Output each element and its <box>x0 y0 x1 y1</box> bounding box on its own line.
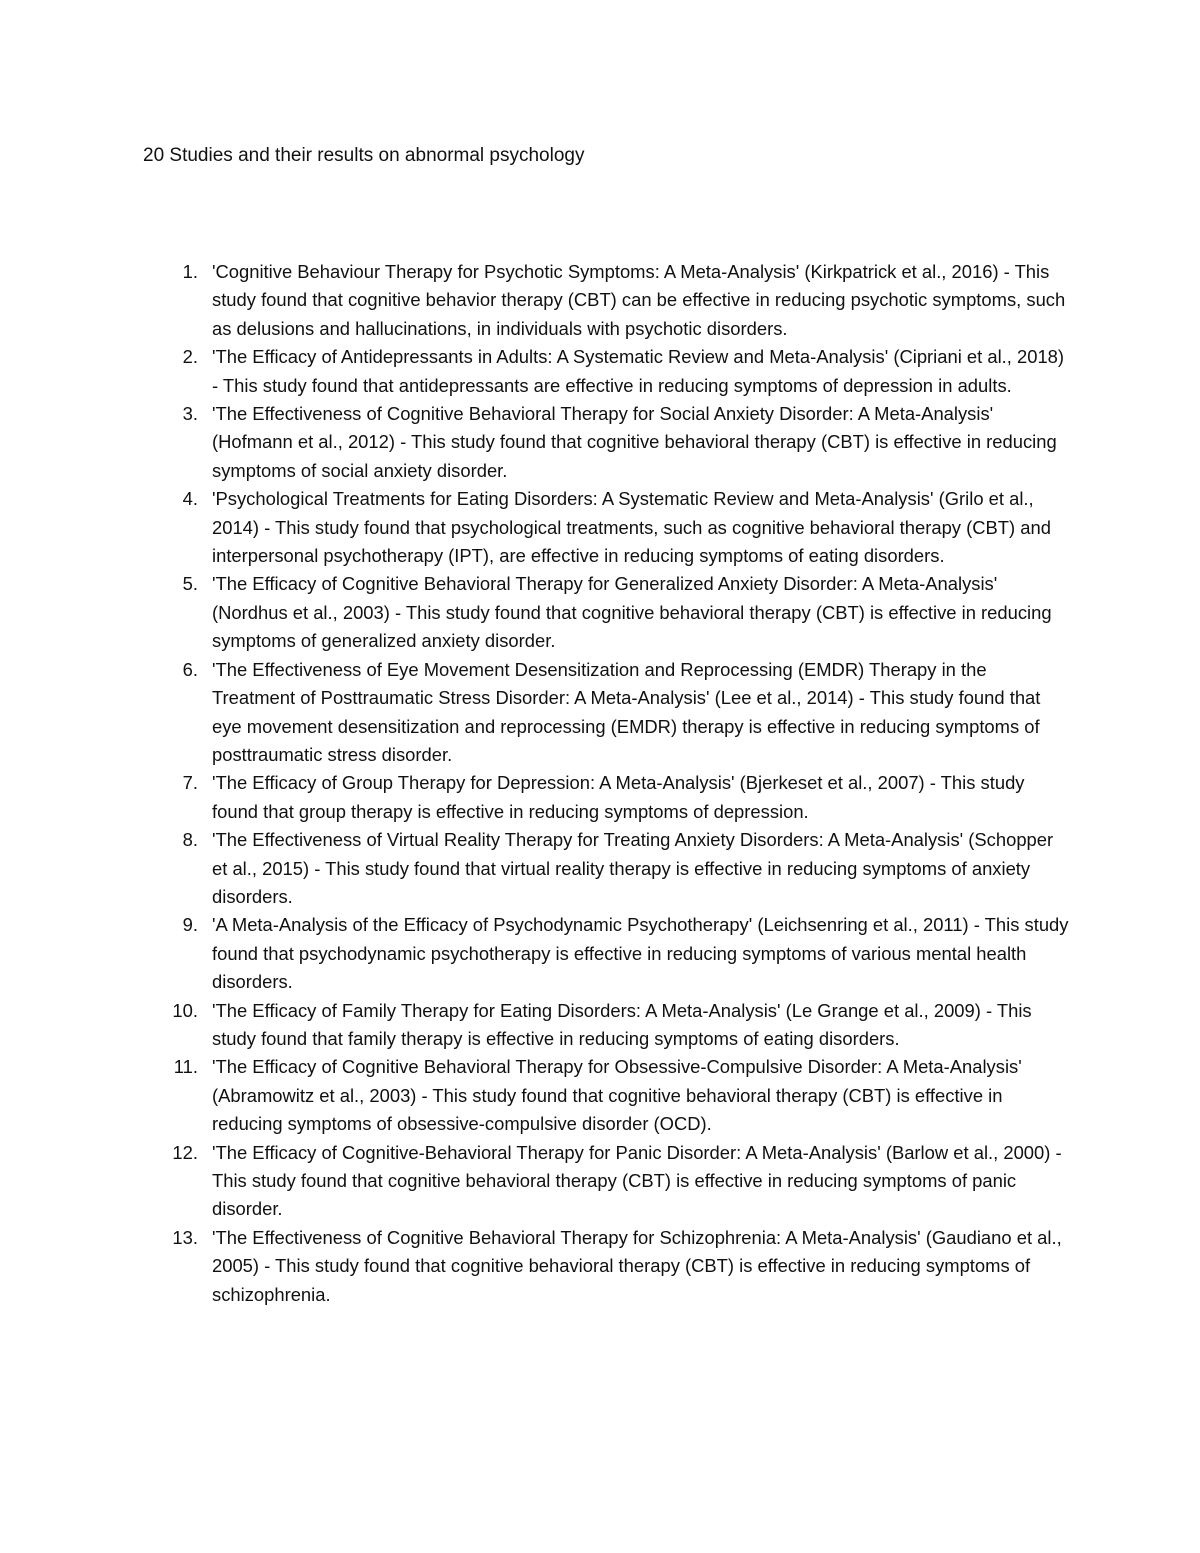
study-item <box>140 911 1070 996</box>
study-text: 'The Effectiveness of Cognitive Behavioral Therapy for Schizophrenia: A Meta-Analysis' (Gaudiano et al., 2005) - This study found that cognitive behavioral therapy (CBT) is effective in reducing symptoms of schizophrenia. <box>212 1226 1062 1305</box>
study-number: 1. <box>182 261 198 282</box>
study-item <box>140 997 1070 1054</box>
study-text: 'The Effectiveness of Cognitive Behavioral Therapy for Social Anxiety Disorder: A Meta-Analysis' (Hofmann et al., 2012) - This study found that cognitive behavioral therapy (CBT) is effective in reducing symptoms of social anxiety disorder. <box>212 403 1057 481</box>
study-item <box>140 656 1070 770</box>
study-item <box>140 258 1070 343</box>
study-number: 10. <box>172 999 198 1021</box>
study-item <box>140 570 1070 655</box>
study-number: 13. <box>172 1226 198 1248</box>
study-item <box>140 826 1070 911</box>
study-text: 'The Efficacy of Cognitive Behavioral Therapy for Generalized Anxiety Disorder: A Meta-Analysis' (Nordhus et al., 2003) - This study found that cognitive behavioral therapy (CBT) is effective in reducing symptoms of generalized anxiety disorder. <box>212 573 1052 652</box>
study-number: 2. <box>182 346 198 368</box>
study-number: 9. <box>182 914 198 936</box>
study-text: 'The Efficacy of Cognitive-Behavioral Therapy for Panic Disorder: A Meta-Analysis' (Barlow et al., 2000) - This study found that cognitive behavioral therapy (CBT) is effective in reducing symptoms of panic disorder. <box>212 1141 1062 1220</box>
study-item <box>140 1053 1070 1138</box>
study-number: 8. <box>182 829 198 851</box>
study-text: 'A Meta-Analysis of the Efficacy of Psychodynamic Psychotherapy' (Leichsenring et al., 2011) - This study found that psychodynamic psychotherapy is effective in reducing symptoms of various mental health disorders. <box>212 914 1069 993</box>
study-text: 'Cognitive Behaviour Therapy for Psychotic Symptoms: A Meta-Analysis' (Kirkpatrick et al., 2016) - This study found that cognitive behavior therapy (CBT) can be effective in reducing psychotic symptoms, such as delusions and hallucinations, in individuals with psychotic disorders. <box>212 261 1066 339</box>
study-item <box>140 400 1070 485</box>
study-text: 'The Effectiveness of Virtual Reality Therapy for Treating Anxiety Disorders: A Meta-Analysis' (Schopper et al., 2015) - This study found that virtual reality therapy is effective in reducing symptoms of anxiety disorders. <box>212 829 1054 907</box>
study-item <box>140 343 1070 400</box>
study-number: 3. <box>182 403 198 425</box>
study-number: 11. <box>173 1056 198 1078</box>
study-item <box>140 769 1070 826</box>
study-text: 'The Effectiveness of Eye Movement Desensitization and Reprocessing (EMDR) Therapy in the Treatment of Posttraumatic Stress Disorder: A Meta-Analysis' (Lee et al., 2014) - This study found that eye movement desensitization and reprocessing (EMDR) therapy is effective in reducing symptoms of posttraumatic stress disorder. <box>212 658 1041 765</box>
study-number: 12. <box>172 1141 198 1163</box>
study-item <box>140 1139 1070 1224</box>
study-text: 'The Efficacy of Antidepressants in Adults: A Systematic Review and Meta-Analysis' (Cipriani et al., 2018) - This study found that antidepressants are effective in reducing symptoms of depression in adults. <box>212 346 1065 396</box>
study-text: 'The Efficacy of Cognitive Behavioral Therapy for Obsessive-Compulsive Disorder: A Meta-Analysis' (Abramowitz et al., 2003) - This study found that cognitive behavioral therapy (CBT) is effective in reducing symptoms of obsessive-compulsive disorder (OCD). <box>212 1056 1022 1135</box>
study-list <box>140 258 1070 1309</box>
study-item <box>140 1224 1070 1309</box>
study-number: 6. <box>182 658 198 680</box>
document-title: 20 Studies and their results on abnormal psychology <box>143 145 585 166</box>
study-item <box>140 485 1070 570</box>
study-text: 'The Efficacy of Group Therapy for Depression: A Meta-Analysis' (Bjerkeset et al., 2007) - This study found that group therapy is effective in reducing symptoms of depression. <box>212 772 1025 822</box>
study-number: 5. <box>182 573 198 595</box>
study-text: 'The Efficacy of Family Therapy for Eating Disorders: A Meta-Analysis' (Le Grange et al., 2009) - This study found that family therapy is effective in reducing symptoms of eating disorders. <box>212 999 1032 1049</box>
study-text: 'Psychological Treatments for Eating Disorders: A Systematic Review and Meta-Analysis' (Grilo et al., 2014) - This study found that psychological treatments, such as cognitive behavioral therapy (CBT) and interpersonal psychotherapy (IPT), are effective in reducing symptoms of eating disorders. <box>212 488 1051 567</box>
study-number: 7. <box>182 772 198 794</box>
study-number: 4. <box>182 488 198 510</box>
